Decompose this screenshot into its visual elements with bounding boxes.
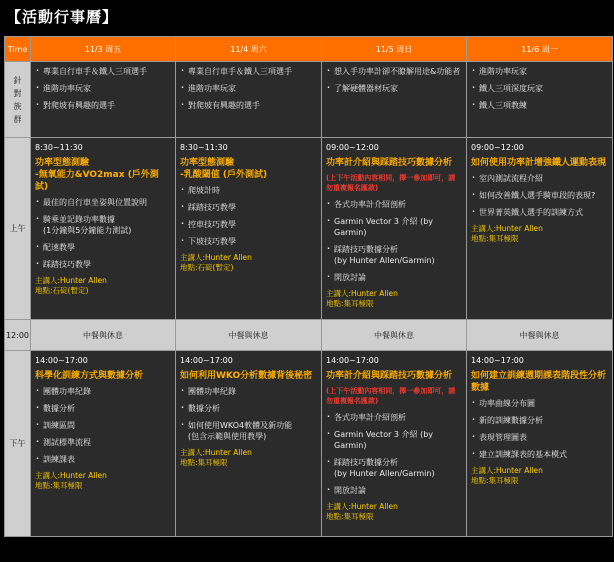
schedule-table-wrapper: [4, 36, 612, 558]
session-cell: [322, 138, 467, 320]
session-host: 主講人:Hunter Allen: [326, 502, 398, 511]
session-time: 09:00~12:00: [326, 143, 379, 152]
session-cell: [31, 138, 176, 320]
session-item: · 踩踏技巧教學: [180, 202, 317, 213]
session-location: 地點:集耳極限: [471, 234, 519, 243]
session-host: 主講人:Hunter Allen: [471, 224, 543, 233]
session-location: 地點:集耳極限: [471, 476, 519, 485]
session-items: [35, 197, 171, 270]
session-time: 14:00~17:00: [326, 356, 379, 365]
target-label-char: 群: [13, 114, 22, 124]
lunch-time: 12:00: [5, 320, 31, 351]
session-location: 地點:集耳極限: [180, 458, 228, 467]
session-time: 14:00~17:00: [471, 356, 524, 365]
morning-label: 上午: [5, 138, 31, 320]
session-items: [35, 386, 171, 465]
session-item: · 踩踏技巧數據分析 (by Hunter Allen/Garmin): [326, 457, 462, 479]
session-title: 功率計介紹與踩踏技巧數據分析: [326, 371, 453, 381]
session-location: 地點:集耳極限: [326, 512, 374, 521]
session-host: 主講人:Hunter Allen: [35, 471, 107, 480]
afternoon-label: 下午: [5, 351, 31, 537]
session-item: · 建立訓練課表的基本模式: [471, 449, 608, 460]
session-item: · 各式功率計介紹剖析: [326, 199, 462, 210]
target-row: [5, 62, 613, 138]
session-item: · 新的訓練數據分析: [471, 415, 608, 426]
target-label-char: 族: [13, 101, 22, 111]
target-item: · 專業自行車手＆鐵人三項選手: [180, 66, 317, 77]
day-header: 11/3 周五: [31, 37, 176, 62]
target-cell: [467, 62, 613, 138]
session-items: [471, 173, 608, 218]
session-item: · 控車技巧教學: [180, 219, 317, 230]
session-title: 如何建立訓練週期課表階段性分析數據: [471, 371, 607, 393]
target-item: · 專業自行車手＆鐵人三項選手: [35, 66, 171, 77]
session-item: · 最佳的自行車坐姿與位置說明: [35, 197, 171, 208]
time-header: Time: [5, 37, 31, 62]
target-cell: [31, 62, 176, 138]
target-item: · 進階功率玩家: [180, 83, 317, 94]
target-item: · 進階功率玩家: [471, 66, 608, 77]
session-item: · 如何使用WKO4軟體及新功能 (包含示範與使用教學): [180, 420, 317, 442]
session-cell: [467, 138, 613, 320]
page-title: 【活動行事曆】: [6, 8, 119, 26]
session-title: 功率型態測驗 -無氧能力&VO2max (戶外測試): [35, 158, 159, 192]
session-cell: [176, 351, 322, 537]
session-items: [326, 199, 462, 283]
target-label-char: 針: [13, 75, 22, 85]
session-item: · 測試標準流程: [35, 437, 171, 448]
lunch-row: [5, 320, 613, 351]
session-time: 8:30~11:30: [180, 143, 228, 152]
target-item: · 對爬坡有興趣的選手: [35, 100, 171, 111]
session-item: · 世界菁英鐵人選手的訓練方式: [471, 207, 608, 218]
lunch-cell: 中餐與休息: [467, 320, 613, 351]
session-host: 主講人:Hunter Allen: [35, 276, 107, 285]
target-label-char: 對: [13, 88, 22, 98]
session-item: · 團體功率紀錄: [180, 386, 317, 397]
session-items: [471, 398, 608, 460]
session-title: 功率型態測驗 -乳酸閾值 (戶外測試): [180, 158, 268, 180]
lunch-cell: 中餐與休息: [176, 320, 322, 351]
session-items: [180, 386, 317, 442]
session-item: · Garmin Vector 3 介紹 (by Garmin): [326, 216, 462, 238]
session-location: 地點:石碇(暫定): [180, 263, 234, 272]
session-cell: [322, 351, 467, 537]
session-host: 主講人:Hunter Allen: [326, 289, 398, 298]
session-item: · 室內測試流程介紹: [471, 173, 608, 184]
session-cell: [31, 351, 176, 537]
session-item: · 團體功率紀錄: [35, 386, 171, 397]
day-header: 11/4 周六: [176, 37, 322, 62]
session-item: · 踩踏技巧教學: [35, 259, 171, 270]
session-title: 如何使用功率計增強鐵人運動表現: [471, 158, 607, 168]
session-location: 地點:集耳極限: [35, 481, 83, 490]
session-title: 功率計介紹與踩踏技巧數據分析: [326, 158, 453, 168]
session-item: · 各式功率計介紹剖析: [326, 412, 462, 423]
target-item: · 對爬坡有興趣的選手: [180, 100, 317, 111]
session-item: · 如何改善鐵人選手騎車段的表現?: [471, 190, 608, 201]
target-label: [5, 74, 30, 126]
session-item: · 配速教學: [35, 242, 171, 253]
target-row-label: [5, 62, 31, 138]
schedule-table: [4, 36, 613, 537]
target-item: · 了解硬體器材玩家: [326, 83, 462, 94]
lunch-cell: 中餐與休息: [31, 320, 176, 351]
session-item: · 騎乘並記錄功率數據 (1分鐘與5分鐘能力測試): [35, 214, 171, 236]
session-time: 09:00~12:00: [471, 143, 524, 152]
session-note: (上下午活動內容相同，擇一參加即可，請勿重複報名匯款): [326, 387, 456, 405]
target-cell: [176, 62, 322, 138]
session-item: · 下坡技巧教學: [180, 236, 317, 247]
session-time: 14:00~17:00: [35, 356, 88, 365]
target-item: · 想入手功率計卻不瞭解用途&功能者: [326, 66, 462, 77]
session-host: 主講人:Hunter Allen: [180, 448, 252, 457]
session-cell: [467, 351, 613, 537]
session-cell: [176, 138, 322, 320]
session-item: · 數據分析: [180, 403, 317, 414]
session-item: · 訓練區間: [35, 420, 171, 431]
session-item: · 開放討論: [326, 485, 462, 496]
session-item: · Garmin Vector 3 介紹 (by Garmin): [326, 429, 462, 451]
target-item: · 進階功率玩家: [35, 83, 171, 94]
lunch-cell: 中餐與休息: [322, 320, 467, 351]
session-time: 8:30~11:30: [35, 143, 83, 152]
session-time: 14:00~17:00: [180, 356, 233, 365]
target-cell: [322, 62, 467, 138]
header-row: [5, 37, 613, 62]
day-header: 11/5 周日: [322, 37, 467, 62]
session-item: · 爬坡計時: [180, 185, 317, 196]
target-item: · 鐵人三項教練: [471, 100, 608, 111]
session-location: 地點:石碇(暫定): [35, 286, 89, 295]
session-title: 如何利用WKO分析數據背後秘密: [180, 371, 313, 381]
session-title: 科學化訓練方式與數據分析: [35, 371, 144, 381]
session-item: · 訓練課表: [35, 454, 171, 465]
day-header: 11/6 周一: [467, 37, 613, 62]
session-item: · 開放討論: [326, 272, 462, 283]
session-item: · 數據分析: [35, 403, 171, 414]
session-host: 主講人:Hunter Allen: [471, 466, 543, 475]
afternoon-row: [5, 351, 613, 537]
session-items: [326, 412, 462, 496]
session-location: 地點:集耳極限: [326, 299, 374, 308]
session-item: · 表現管理圖表: [471, 432, 608, 443]
session-item: · 踩踏技巧數據分析 (by Hunter Allen/Garmin): [326, 244, 462, 266]
session-items: [180, 185, 317, 247]
morning-row: [5, 138, 613, 320]
target-item: · 鐵人三項深度玩家: [471, 83, 608, 94]
session-item: · 功率曲線分布圖: [471, 398, 608, 409]
session-host: 主講人:Hunter Allen: [180, 253, 252, 262]
session-note: (上下午活動內容相同，擇一參加即可，請勿重複報名匯款): [326, 174, 456, 192]
